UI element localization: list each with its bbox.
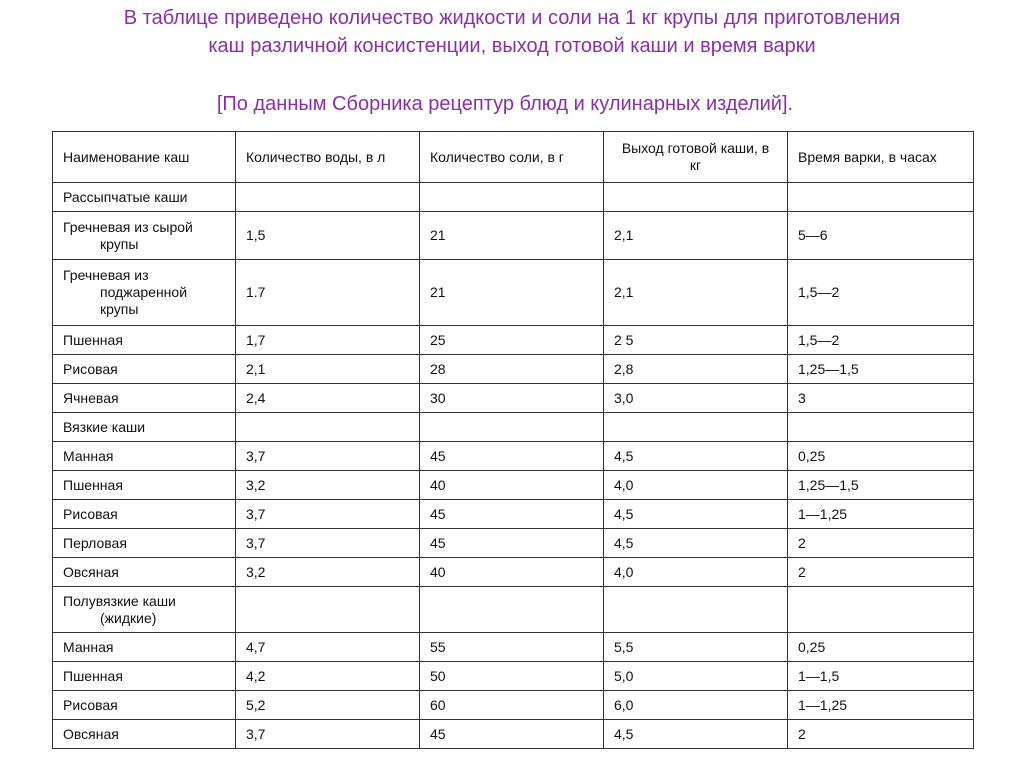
- cell-name: [53, 633, 236, 662]
- table-row: [53, 442, 974, 471]
- cell-water: 2,4: [236, 384, 420, 413]
- cell-time: [788, 183, 974, 212]
- cell-yield: 2,1: [604, 212, 788, 260]
- cell-name: [53, 212, 236, 260]
- table-row: [53, 260, 974, 326]
- cell-water: [236, 413, 420, 442]
- cell-salt: 50: [420, 662, 604, 691]
- cell-name-line: крупы: [100, 301, 139, 317]
- cell-time: 1,5—2: [788, 260, 974, 326]
- cell-time: 1—1,25: [788, 691, 974, 720]
- cell-water: [236, 183, 420, 212]
- cell-salt: [420, 183, 604, 212]
- cell-name-line: Гречневая из: [63, 267, 149, 283]
- cell-water: 3,7: [236, 442, 420, 471]
- cell-water: 3,7: [236, 720, 420, 749]
- cell-name-line: Ячневая: [63, 389, 119, 406]
- cell-name-line: Гречневая из сырой: [63, 218, 193, 235]
- header-yield-line1: Выход готовой каши, в: [621, 140, 770, 156]
- cell-time: 1—1,5: [788, 662, 974, 691]
- cell-salt: 45: [420, 500, 604, 529]
- cell-name-line: поджаренной: [100, 284, 188, 300]
- table-row: [53, 183, 974, 212]
- cell-yield: 3,0: [604, 384, 788, 413]
- cell-water: 3,7: [236, 529, 420, 558]
- table-row: [53, 720, 974, 749]
- header-yield-line2: кг: [689, 157, 702, 173]
- cell-name-line: (жидкие): [100, 609, 157, 626]
- cell-yield: 4,5: [604, 442, 788, 471]
- cell-time: [788, 587, 974, 633]
- cell-name: [53, 587, 236, 633]
- table-row: [53, 326, 974, 355]
- cell-water: 5,2: [236, 691, 420, 720]
- cell-name: [53, 662, 236, 691]
- table-row: [53, 212, 974, 260]
- cell-name-line: крупы: [100, 235, 139, 252]
- cell-name-line: Пшенная: [63, 667, 123, 684]
- cell-name: [53, 384, 236, 413]
- cell-time: 2: [788, 558, 974, 587]
- cell-time: 0,25: [788, 442, 974, 471]
- cell-salt: 40: [420, 471, 604, 500]
- cell-name-line: Пшенная: [63, 331, 123, 348]
- cell-time: 0,25: [788, 633, 974, 662]
- cell-yield: [604, 183, 788, 212]
- cell-name-line: Вязкие каши: [63, 418, 146, 435]
- title-line-2: каш различной консистенции, выход готовой каши и время варки: [208, 35, 816, 57]
- cell-name: [53, 471, 236, 500]
- page-title: [0, 4, 1024, 60]
- cell-name-line: Рисовая: [63, 696, 118, 713]
- source-reference: [По данным Сборника рецептур блюд и кулинарных изделий].: [216, 93, 794, 115]
- cell-yield: 5,5: [604, 633, 788, 662]
- cell-yield: 2,8: [604, 355, 788, 384]
- table-row: [53, 633, 974, 662]
- cell-name: [53, 720, 236, 749]
- cell-yield: 4,0: [604, 471, 788, 500]
- cell-salt: [420, 587, 604, 633]
- cell-name-line: Полувязкие каши: [63, 592, 176, 609]
- cell-time: 2: [788, 720, 974, 749]
- cell-salt: 40: [420, 558, 604, 587]
- cell-name-line: Рисовая: [63, 505, 118, 522]
- table-row: [53, 500, 974, 529]
- cell-water: 2,1: [236, 355, 420, 384]
- cell-water: 3,2: [236, 471, 420, 500]
- cell-water: 4,2: [236, 662, 420, 691]
- cell-yield: 6,0: [604, 691, 788, 720]
- cell-name: [53, 326, 236, 355]
- cell-time: [788, 413, 974, 442]
- cell-water: 3,2: [236, 558, 420, 587]
- cell-name-line: Манная: [63, 447, 114, 464]
- cell-salt: 45: [420, 720, 604, 749]
- cell-name: [53, 529, 236, 558]
- cell-time: 1,25—1,5: [788, 471, 974, 500]
- cell-time: 1,5—2: [788, 326, 974, 355]
- cell-name-line: Овсяная: [63, 725, 119, 742]
- cell-yield: [604, 413, 788, 442]
- cell-salt: 45: [420, 442, 604, 471]
- table-row: [53, 587, 974, 633]
- cell-name-line: Рассыпчатые каши: [63, 188, 188, 205]
- header-yield: [604, 132, 788, 183]
- table-row: [53, 691, 974, 720]
- table-row: [53, 529, 974, 558]
- header-water: Количество воды, в л: [236, 132, 420, 183]
- cell-name-line: Пшенная: [63, 476, 123, 493]
- cell-water: 3,7: [236, 500, 420, 529]
- cell-name-line: Рисовая: [63, 360, 118, 377]
- cell-name: [53, 442, 236, 471]
- cell-time: 3: [788, 384, 974, 413]
- cell-salt: 55: [420, 633, 604, 662]
- cell-time: 2: [788, 529, 974, 558]
- cell-salt: 21: [420, 212, 604, 260]
- cell-water: 4,7: [236, 633, 420, 662]
- cell-yield: 5,0: [604, 662, 788, 691]
- cell-salt: 28: [420, 355, 604, 384]
- title-line-1: В таблице приведено количество жидкости и соли на 1 кг крупы для приготовления: [123, 7, 901, 29]
- cell-time: 1—1,25: [788, 500, 974, 529]
- cell-name: [53, 355, 236, 384]
- cell-name: [53, 691, 236, 720]
- cell-salt: 25: [420, 326, 604, 355]
- cell-yield: [604, 587, 788, 633]
- cell-salt: 45: [420, 529, 604, 558]
- table-header-row: [53, 132, 974, 183]
- cell-name-line: Манная: [63, 638, 114, 655]
- cell-salt: 30: [420, 384, 604, 413]
- cell-water: [236, 587, 420, 633]
- table-row: [53, 384, 974, 413]
- cell-time: 1,25—1,5: [788, 355, 974, 384]
- cell-water: 1,7: [236, 326, 420, 355]
- header-salt: Количество соли, в г: [420, 132, 604, 183]
- table-row: [53, 413, 974, 442]
- porridge-table: [52, 131, 974, 749]
- cell-yield: 2 5: [604, 326, 788, 355]
- cell-time: 5—6: [788, 212, 974, 260]
- cell-name-line: Перловая: [63, 534, 127, 551]
- header-name: Наименование каш: [53, 132, 236, 183]
- table-row: [53, 355, 974, 384]
- table-row: [53, 558, 974, 587]
- cell-name: [53, 500, 236, 529]
- cell-yield: 4,5: [604, 720, 788, 749]
- cell-salt: [420, 413, 604, 442]
- table-row: [53, 471, 974, 500]
- header-time: Время варки, в часах: [788, 132, 974, 183]
- cell-name: [53, 260, 236, 326]
- cell-yield: 2,1: [604, 260, 788, 326]
- cell-salt: 60: [420, 691, 604, 720]
- table-row: [53, 662, 974, 691]
- cell-yield: 4,0: [604, 558, 788, 587]
- cell-yield: 4,5: [604, 500, 788, 529]
- cell-name-line: Овсяная: [63, 563, 119, 580]
- cell-water: 1,5: [236, 212, 420, 260]
- cell-name: [53, 183, 236, 212]
- cell-yield: 4,5: [604, 529, 788, 558]
- cell-salt: 21: [420, 260, 604, 326]
- cell-water: 1.7: [236, 260, 420, 326]
- cell-name: [53, 413, 236, 442]
- cell-name: [53, 558, 236, 587]
